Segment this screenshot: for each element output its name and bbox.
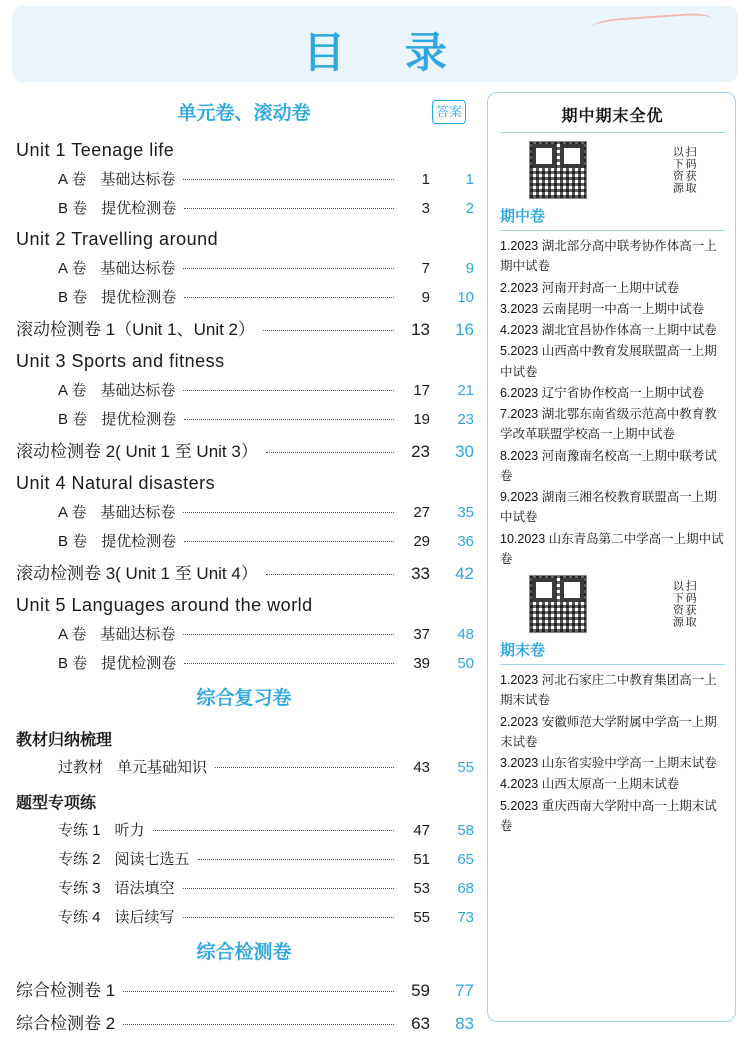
toc-leader-dots (184, 663, 394, 664)
toc-leader-dots (198, 859, 394, 860)
toc-page-number: 53 (413, 880, 430, 897)
toc-leader-dots (184, 297, 394, 298)
toc-answer-page-number: 65 (457, 851, 474, 868)
paper-list-item: 3.2023 云南昆明一中高一上期中试卷 (500, 301, 705, 316)
toc-page-number: 29 (413, 533, 430, 550)
toc-page-number: 23 (411, 442, 430, 461)
paper-list-item: 2.2023 安徽师范大学附属中学高一上期末试卷 (500, 714, 717, 749)
toc-leader-dots (123, 991, 394, 992)
toc-entry[interactable] (14, 282, 474, 311)
toc-answer-page-number: 58 (457, 822, 474, 839)
qr-caption-col1: 扫码获取 (684, 580, 697, 628)
toc-page-number: 3 (421, 200, 430, 217)
toc-entry-label-secondary: 单元基础知识 (117, 759, 208, 776)
section-title: 综合检测卷 (196, 942, 292, 963)
toc-entry-label-secondary: 阅读七选五 (114, 851, 190, 868)
toc-entry[interactable] (14, 311, 474, 344)
toc-leader-dots (183, 390, 394, 391)
toc-answer-page-number: 2 (465, 200, 474, 217)
toc-entry-label: 专练 1 (58, 822, 101, 839)
toc-entry[interactable] (14, 404, 474, 433)
toc-answer-page-number: 50 (457, 655, 474, 672)
toc-page-number: 1 (421, 171, 430, 188)
toc-answer-page-number: 1 (465, 171, 474, 188)
toc-leader-dots (183, 888, 394, 889)
toc-answer-page-number: 55 (457, 759, 474, 776)
toc-entry-label: B 卷 (58, 533, 88, 550)
toc-entry-label-secondary: 基础达标卷 (100, 260, 176, 277)
toc-entry-label-secondary: 提优检测卷 (101, 200, 177, 217)
toc-leader-dots (184, 419, 394, 420)
toc-page-number: 33 (411, 564, 430, 583)
toc-entry-label: 综合检测卷 2 (16, 1014, 116, 1033)
toc-entry-label: B 卷 (58, 200, 88, 217)
toc-leader-dots (263, 330, 394, 331)
toc-answer-page-number: 9 (465, 260, 474, 277)
section-title-unit-papers: 单元卷、滚动卷 (177, 103, 311, 124)
paper-list-item: 5.2023 山西高中教育发展联盟高一上期中试卷 (500, 344, 717, 379)
toc-entry-label-secondary: 提优检测卷 (101, 533, 177, 550)
paper-list-item: 1.2023 河北石家庄二中教育集团高一上期末试卷 (500, 673, 717, 708)
toc-entry[interactable] (14, 902, 474, 931)
paper-list-item: 4.2023 湖北宜昌协作体高一上期中试卷 (500, 323, 717, 337)
paper-list-item: 5.2023 重庆西南大学附中高一上期末试卷 (500, 798, 717, 833)
toc-entry-label: 滚动检测卷 3( Unit 1 至 Unit 4） (16, 564, 258, 583)
midterm-paper-list (500, 236, 725, 569)
toc-entry-label-secondary: 提优检测卷 (101, 655, 177, 672)
toc-answer-page-number: 23 (457, 411, 474, 428)
toc-leader-dots (153, 830, 394, 831)
paper-list-item: 10.2023 山东青岛第二中学高一上期中试卷 (500, 531, 724, 566)
answer-badge: 答案 (432, 100, 466, 124)
qr-caption-col2: 以下资源 (671, 580, 684, 628)
final-paper-list (500, 670, 725, 836)
qr-caption-final (595, 580, 696, 628)
toc-entry-label: A 卷 (58, 626, 87, 643)
toc-entry[interactable] (14, 619, 474, 648)
toc-entry-label: 滚动检测卷 1（Unit 1、Unit 2） (16, 320, 255, 339)
toc-entry-label-secondary: 提优检测卷 (101, 411, 177, 428)
toc-entry-label: A 卷 (58, 504, 87, 521)
paper-list-item: 3.2023 山东省实验中学高一上期末试卷 (500, 756, 717, 770)
toc-entry[interactable] (14, 972, 474, 1005)
toc-leader-dots (184, 208, 394, 209)
qr-code-icon[interactable] (529, 141, 587, 199)
toc-answer-page-number: 21 (457, 382, 474, 399)
toc-page-number: 19 (413, 411, 430, 428)
toc-leader-dots (266, 452, 394, 453)
qr-code-icon[interactable] (529, 575, 587, 633)
toc-unit-title[interactable]: Unit 1 Teenage life (16, 140, 175, 160)
paper-list-item: 1.2023 湖北部分高中联考协作体高一上期中试卷 (500, 239, 717, 274)
toc-page-number: 17 (413, 382, 430, 399)
toc-page-number: 55 (413, 909, 430, 926)
exam-papers-panel (487, 92, 736, 1022)
toc-page-number: 59 (411, 981, 430, 1000)
toc-leader-dots (184, 541, 394, 542)
toc-entry-label: 专练 3 (58, 880, 101, 897)
toc-entry-label: 过教材 (58, 759, 104, 776)
toc-entry-label-secondary: 听力 (114, 822, 145, 839)
toc-subsection-title: 教材归纳梳理 (16, 732, 113, 749)
toc-page-number: 51 (413, 851, 430, 868)
toc-page-number: 7 (421, 260, 430, 277)
toc-leader-dots (183, 268, 394, 269)
toc-answer-page-number: 16 (455, 320, 474, 339)
toc-page-number: 43 (413, 759, 430, 776)
toc-entry-label: A 卷 (58, 260, 87, 277)
qr-caption-col1: 扫码获取 (684, 146, 697, 194)
toc-entry[interactable] (14, 375, 474, 404)
toc-leader-dots (183, 917, 394, 918)
toc-entry-label: 滚动检测卷 2( Unit 1 至 Unit 3） (16, 442, 258, 461)
paper-list-item: 4.2023 山西太原高一上期末试卷 (500, 777, 680, 792)
toc-answer-page-number: 68 (457, 880, 474, 897)
toc-entry-label: A 卷 (58, 171, 87, 188)
toc-entry[interactable] (14, 526, 474, 555)
paper-list-item: 7.2023 湖北鄂东南省级示范高中教育教学改革联盟学校高一上期中试卷 (500, 407, 717, 442)
toc-page-number: 39 (413, 655, 430, 672)
toc-page-number: 9 (421, 289, 430, 306)
toc-entry[interactable] (14, 555, 474, 588)
group-title-midterm: 期中卷 (500, 205, 725, 231)
toc-page-number: 47 (413, 822, 430, 839)
paper-list-item: 8.2023 河南豫南名校高一上期中联考试卷 (500, 448, 717, 483)
toc-entry-label-secondary: 基础达标卷 (100, 171, 176, 188)
toc-entry[interactable] (14, 433, 474, 466)
toc-entry[interactable] (14, 193, 474, 222)
toc-page-number: 37 (413, 626, 430, 643)
page-header-banner (12, 6, 738, 82)
toc-entry-label: 专练 4 (58, 909, 101, 926)
toc-entry[interactable] (14, 648, 474, 677)
toc-page-number: 63 (411, 1014, 430, 1033)
toc-leader-dots (183, 512, 394, 513)
toc-entry[interactable] (14, 873, 474, 902)
toc-unit-title[interactable]: Unit 3 Sports and fitness (16, 351, 225, 371)
qr-caption-col2: 以下资源 (671, 146, 684, 194)
toc-unit-title[interactable]: Unit 4 Natural disasters (16, 473, 216, 493)
paper-list-item: 9.2023 湖南三湘名校教育联盟高一上期中试卷 (500, 490, 717, 525)
toc-entry-label-secondary: 基础达标卷 (100, 626, 176, 643)
toc-page-number: 27 (413, 504, 430, 521)
toc-entry-label-secondary: 语法填空 (114, 880, 175, 897)
toc-answer-page-number: 30 (455, 442, 474, 461)
toc-entry-label-secondary: 提优检测卷 (101, 289, 177, 306)
toc-unit-title[interactable]: Unit 5 Languages around the world (16, 595, 313, 615)
toc-leader-dots (215, 767, 394, 768)
table-of-contents (14, 92, 474, 1038)
toc-answer-page-number: 42 (455, 564, 474, 583)
toc-entry-label: A 卷 (58, 382, 87, 399)
paper-list-item: 6.2023 辽宁省协作校高一上期中试卷 (500, 385, 705, 400)
toc-answer-page-number: 36 (457, 533, 474, 550)
toc-entry-label: B 卷 (58, 655, 88, 672)
toc-answer-page-number: 83 (455, 1014, 474, 1033)
toc-entry-label-secondary: 基础达标卷 (100, 382, 176, 399)
toc-entry[interactable] (14, 844, 474, 873)
toc-leader-dots (183, 179, 394, 180)
toc-entry[interactable] (14, 164, 474, 193)
toc-entry[interactable] (14, 752, 474, 781)
toc-answer-page-number: 35 (457, 504, 474, 521)
toc-entry[interactable] (14, 253, 474, 282)
toc-entry-label: B 卷 (58, 289, 88, 306)
panel-title: 期中期末全优 (500, 101, 725, 133)
toc-answer-page-number: 48 (457, 626, 474, 643)
toc-entry-label-secondary: 读后续写 (114, 909, 175, 926)
toc-entry-label: 综合检测卷 1 (16, 981, 116, 1000)
toc-entry-label: B 卷 (58, 411, 88, 428)
qr-block-midterm[interactable] (500, 141, 725, 199)
toc-leader-dots (266, 574, 394, 575)
toc-page-number: 13 (411, 320, 430, 339)
toc-leader-dots (183, 634, 394, 635)
page-title: 目 录 (303, 29, 471, 76)
toc-entry[interactable] (14, 497, 474, 526)
toc-entry[interactable] (14, 815, 474, 844)
section-title: 综合复习卷 (196, 688, 292, 709)
toc-entry-label-secondary: 基础达标卷 (100, 504, 176, 521)
qr-block-final[interactable] (500, 575, 725, 633)
toc-answer-page-number: 73 (457, 909, 474, 926)
toc-entry-label: 专练 2 (58, 851, 101, 868)
toc-answer-page-number: 77 (455, 981, 474, 1000)
toc-list (14, 133, 474, 1038)
toc-unit-title[interactable]: Unit 2 Travelling around (16, 229, 219, 249)
paper-list-item: 2.2023 河南开封高一上期中试卷 (500, 280, 680, 295)
toc-subsection-title: 题型专项练 (16, 795, 97, 812)
toc-answer-page-number: 10 (457, 289, 474, 306)
toc-leader-dots (123, 1024, 394, 1025)
toc-entry[interactable] (14, 1005, 474, 1038)
group-title-final: 期末卷 (500, 639, 725, 665)
qr-caption-midterm (595, 146, 696, 194)
